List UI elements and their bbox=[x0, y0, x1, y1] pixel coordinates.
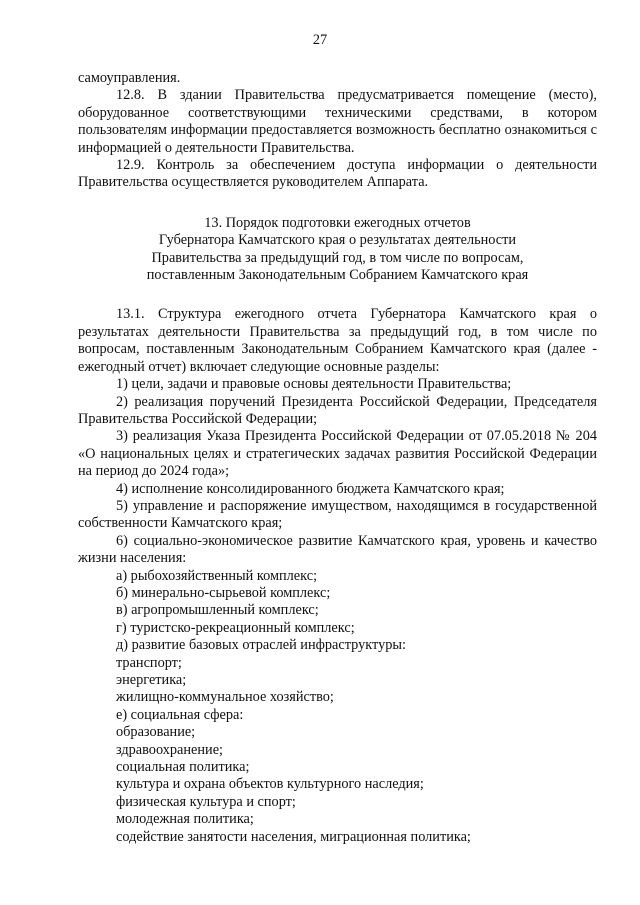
list-item: в) агропромышленный комплекс; bbox=[116, 602, 319, 619]
list-item: д) развитие базовых отраслей инфраструктуры: bbox=[116, 637, 406, 654]
list-item: культура и охрана объектов культурного наследия; bbox=[116, 776, 424, 793]
list-item: энергетика; bbox=[116, 672, 187, 688]
list-item: молодежная политика; bbox=[116, 811, 254, 828]
section-13-heading bbox=[78, 215, 597, 285]
page-number: 27 bbox=[312, 32, 328, 48]
heading-line: 13. Порядок подготовки ежегодных отчетов bbox=[204, 214, 471, 231]
list-item: г) туристско-рекреационный комплекс; bbox=[116, 619, 355, 636]
list-item: а) рыбохозяйственный комплекс; bbox=[116, 567, 318, 584]
list-item: транспорт; bbox=[116, 654, 182, 671]
section-item-5: 5) управление и распоряжение имуществом, находящимся в государственной собственности Камчатского края; bbox=[78, 497, 597, 532]
list-item: б) минерально-сырьевой комплекс; bbox=[116, 584, 331, 601]
list-item: содействие занятости населения, миграционная политика; bbox=[116, 828, 471, 845]
paragraph-continuation: самоуправления. bbox=[78, 70, 181, 86]
list-item: социальная политика; bbox=[116, 759, 250, 776]
paragraph-12-8: 12.8. В здании Правительства предусматривается помещение (место), оборудованное соответствующими техническими средствами, в котором пользователям информации предоставляется возможность бесплатно ознакомиться с информацией о деятельности Правительства. bbox=[78, 87, 597, 156]
section-item-1: 1) цели, задачи и правовые основы деятельности Правительства; bbox=[116, 376, 512, 393]
heading-line: Правительства за предыдущий год, в том числе по вопросам, bbox=[151, 249, 524, 266]
list-item: здравоохранение; bbox=[116, 741, 224, 758]
paragraph-13-1: 13.1. Структура ежегодного отчета Губернатора Камчатского края о результатах деятельности Правительства за предыдущий год, в том числе по вопросам, поставленным Законодательным Собранием Камчатского края (далее - ежегодный отчет) включает следующие основные разделы: bbox=[78, 306, 597, 375]
list-item: образование; bbox=[116, 724, 196, 741]
list-item: е) социальная сфера: bbox=[116, 706, 244, 723]
list-item: жилищно-коммунальное хозяйство; bbox=[116, 689, 334, 706]
paragraph-12-9: 12.9. Контроль за обеспечением доступа информации о деятельности Правительства осуществляется руководителем Аппарата. bbox=[78, 157, 597, 191]
heading-line: Губернатора Камчатского края о результатах деятельности bbox=[158, 232, 517, 249]
section-item-4: 4) исполнение консолидированного бюджета Камчатского края; bbox=[116, 480, 505, 497]
document-body bbox=[78, 70, 597, 846]
heading-line: поставленным Законодательным Собранием Камчатского края bbox=[146, 267, 529, 284]
list-item: физическая культура и спорт; bbox=[116, 793, 296, 810]
section-item-2: 2) реализация поручений Президента Российской Федерации, Председателя Правительства Российской Федерации; bbox=[78, 393, 597, 427]
section-item-3: 3) реализация Указа Президента Российской Федерации от 07.05.2018 № 204 «О национальных целях и стратегических задачах развития Российской Федерации на период до 2024 года»; bbox=[78, 428, 597, 480]
section-item-6: 6) социально-экономическое развитие Камчатского края, уровень и качество жизни населения: bbox=[78, 532, 597, 567]
